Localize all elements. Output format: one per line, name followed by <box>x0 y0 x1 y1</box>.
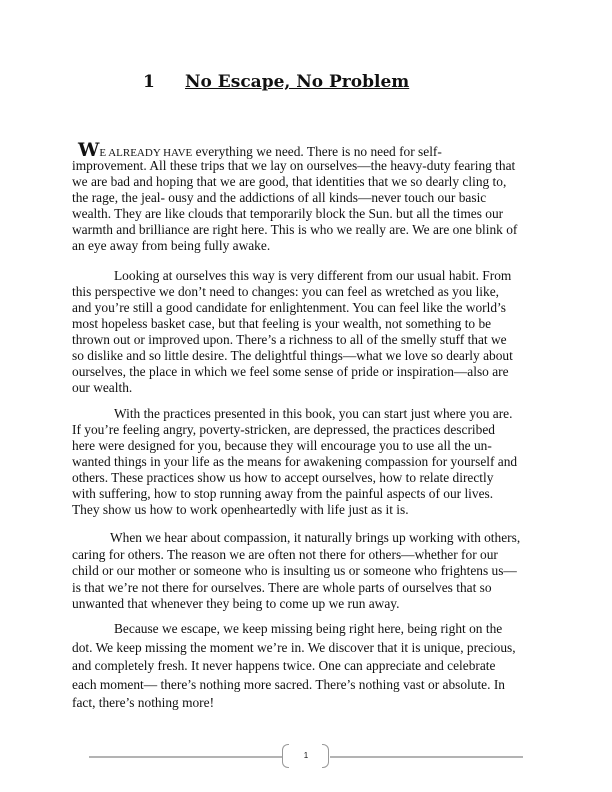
paragraph-line: Looking at ourselves this way is very different from our usual habit. From <box>114 268 512 283</box>
paragraph-3 <box>72 406 552 518</box>
paragraph-line: ourselves, the place in which we feel some sense of pride or inspiration—also are <box>72 364 509 379</box>
paragraph-line: others. These practices show us how to accept ourselves, how to relate directly <box>72 470 494 485</box>
paragraph-line: an eye away from being fully awake. <box>72 238 271 253</box>
drop-cap: W <box>78 139 100 161</box>
paragraph-line: improvement. All these trips that we lay on ourselves—the heavy-duty fearing that <box>72 158 516 173</box>
paragraph-line: we are bad and hoping that we are good, that identities that we so dearly cling to, <box>72 174 507 189</box>
paragraph-line: warmth and brilliance are right here. This is who we really are. We are one blink of <box>72 222 518 237</box>
paragraph-line: They show us how to work openheartedly with life just as it is. <box>72 502 409 517</box>
paragraph-line: most hopeless basket case, but that feeling is your wealth, not something to be <box>72 316 492 331</box>
chapter-title: No Escape, No Problem <box>185 72 410 92</box>
paragraph-line: this perspective we don’t need to changes: you can feel as wretched as you like, <box>72 284 499 299</box>
paragraph-line: child or our mother or someone who is insulting us or someone who frightens us— <box>72 563 517 579</box>
small-caps-lead: E ALREADY HAVE <box>99 147 193 159</box>
paragraph-line: each moment— there’s nothing more sacred. There’s nothing vast or absolute. In <box>72 676 505 692</box>
paragraph-line: fact, there’s nothing more! <box>72 695 215 710</box>
paragraph-line: the rage, the jeal- ousy and the addictions of all kinds—never touch our basic <box>72 190 487 205</box>
paragraph-line: is that we’re not there for ourselves. There are whole parts of ourselves that so <box>72 579 492 595</box>
paragraph-line: thrown out or improved upon. There’s a richness to all of the smelly stuff that we <box>72 332 507 347</box>
paragraph-line: unwanted that whenever they being to come up we run away. <box>72 596 400 612</box>
paragraph-line <box>72 139 552 161</box>
page-number-bracket-right <box>322 744 329 768</box>
paragraph-line: If you’re feeling angry, poverty-stricken, are depressed, the practices described <box>72 422 495 437</box>
paragraph-line: dot. We keep missing the moment we’re in. We discover that it is unique, precious, <box>72 639 516 655</box>
paragraph-2 <box>72 268 552 396</box>
paragraph-line: our wealth. <box>72 380 133 395</box>
paragraph-line: and you’re still a good candidate for enlightenment. You can feel like the world’s <box>72 300 506 315</box>
paragraph-line: here were designed for you, because they will encourage you to use all the un- <box>72 438 492 453</box>
footer-rule-right <box>330 756 523 758</box>
paragraph-5 <box>72 620 552 713</box>
paragraph-4 <box>72 530 552 613</box>
chapter-number: 1 <box>143 72 155 92</box>
footer-rule-left <box>89 756 282 758</box>
paragraph-line: Because we escape, we keep missing being right here, being right on the <box>114 621 503 636</box>
page-number: 1 <box>303 751 309 760</box>
paragraph-line: caring for others. The reason we are often not there for others—whether for our <box>72 546 498 562</box>
paragraph-line: so dislike and so little desire. The delightful things—what we love so dearly about <box>72 348 513 363</box>
paragraph-1 <box>72 139 552 254</box>
paragraph-line: With the practices presented in this book, you can start just where you are. <box>114 406 513 421</box>
line-text: everything we need. There is no need for self- <box>192 144 442 159</box>
paragraph-line: wanted things in your life as the means for awakening compassion for yourself and <box>72 454 518 469</box>
paragraph-line: When we hear about compassion, it naturally brings up working with others, <box>110 530 521 545</box>
paragraph-line: wealth. They are like clouds that temporarily block the Sun. but all the times our <box>72 206 504 221</box>
page-number-bracket-left <box>282 744 289 768</box>
paragraph-line: and completely fresh. It never happens twice. One can appreciate and celebrate <box>72 658 496 673</box>
paragraph-line: with suffering, how to stop running away from the painful aspects of our lives. <box>72 486 494 501</box>
